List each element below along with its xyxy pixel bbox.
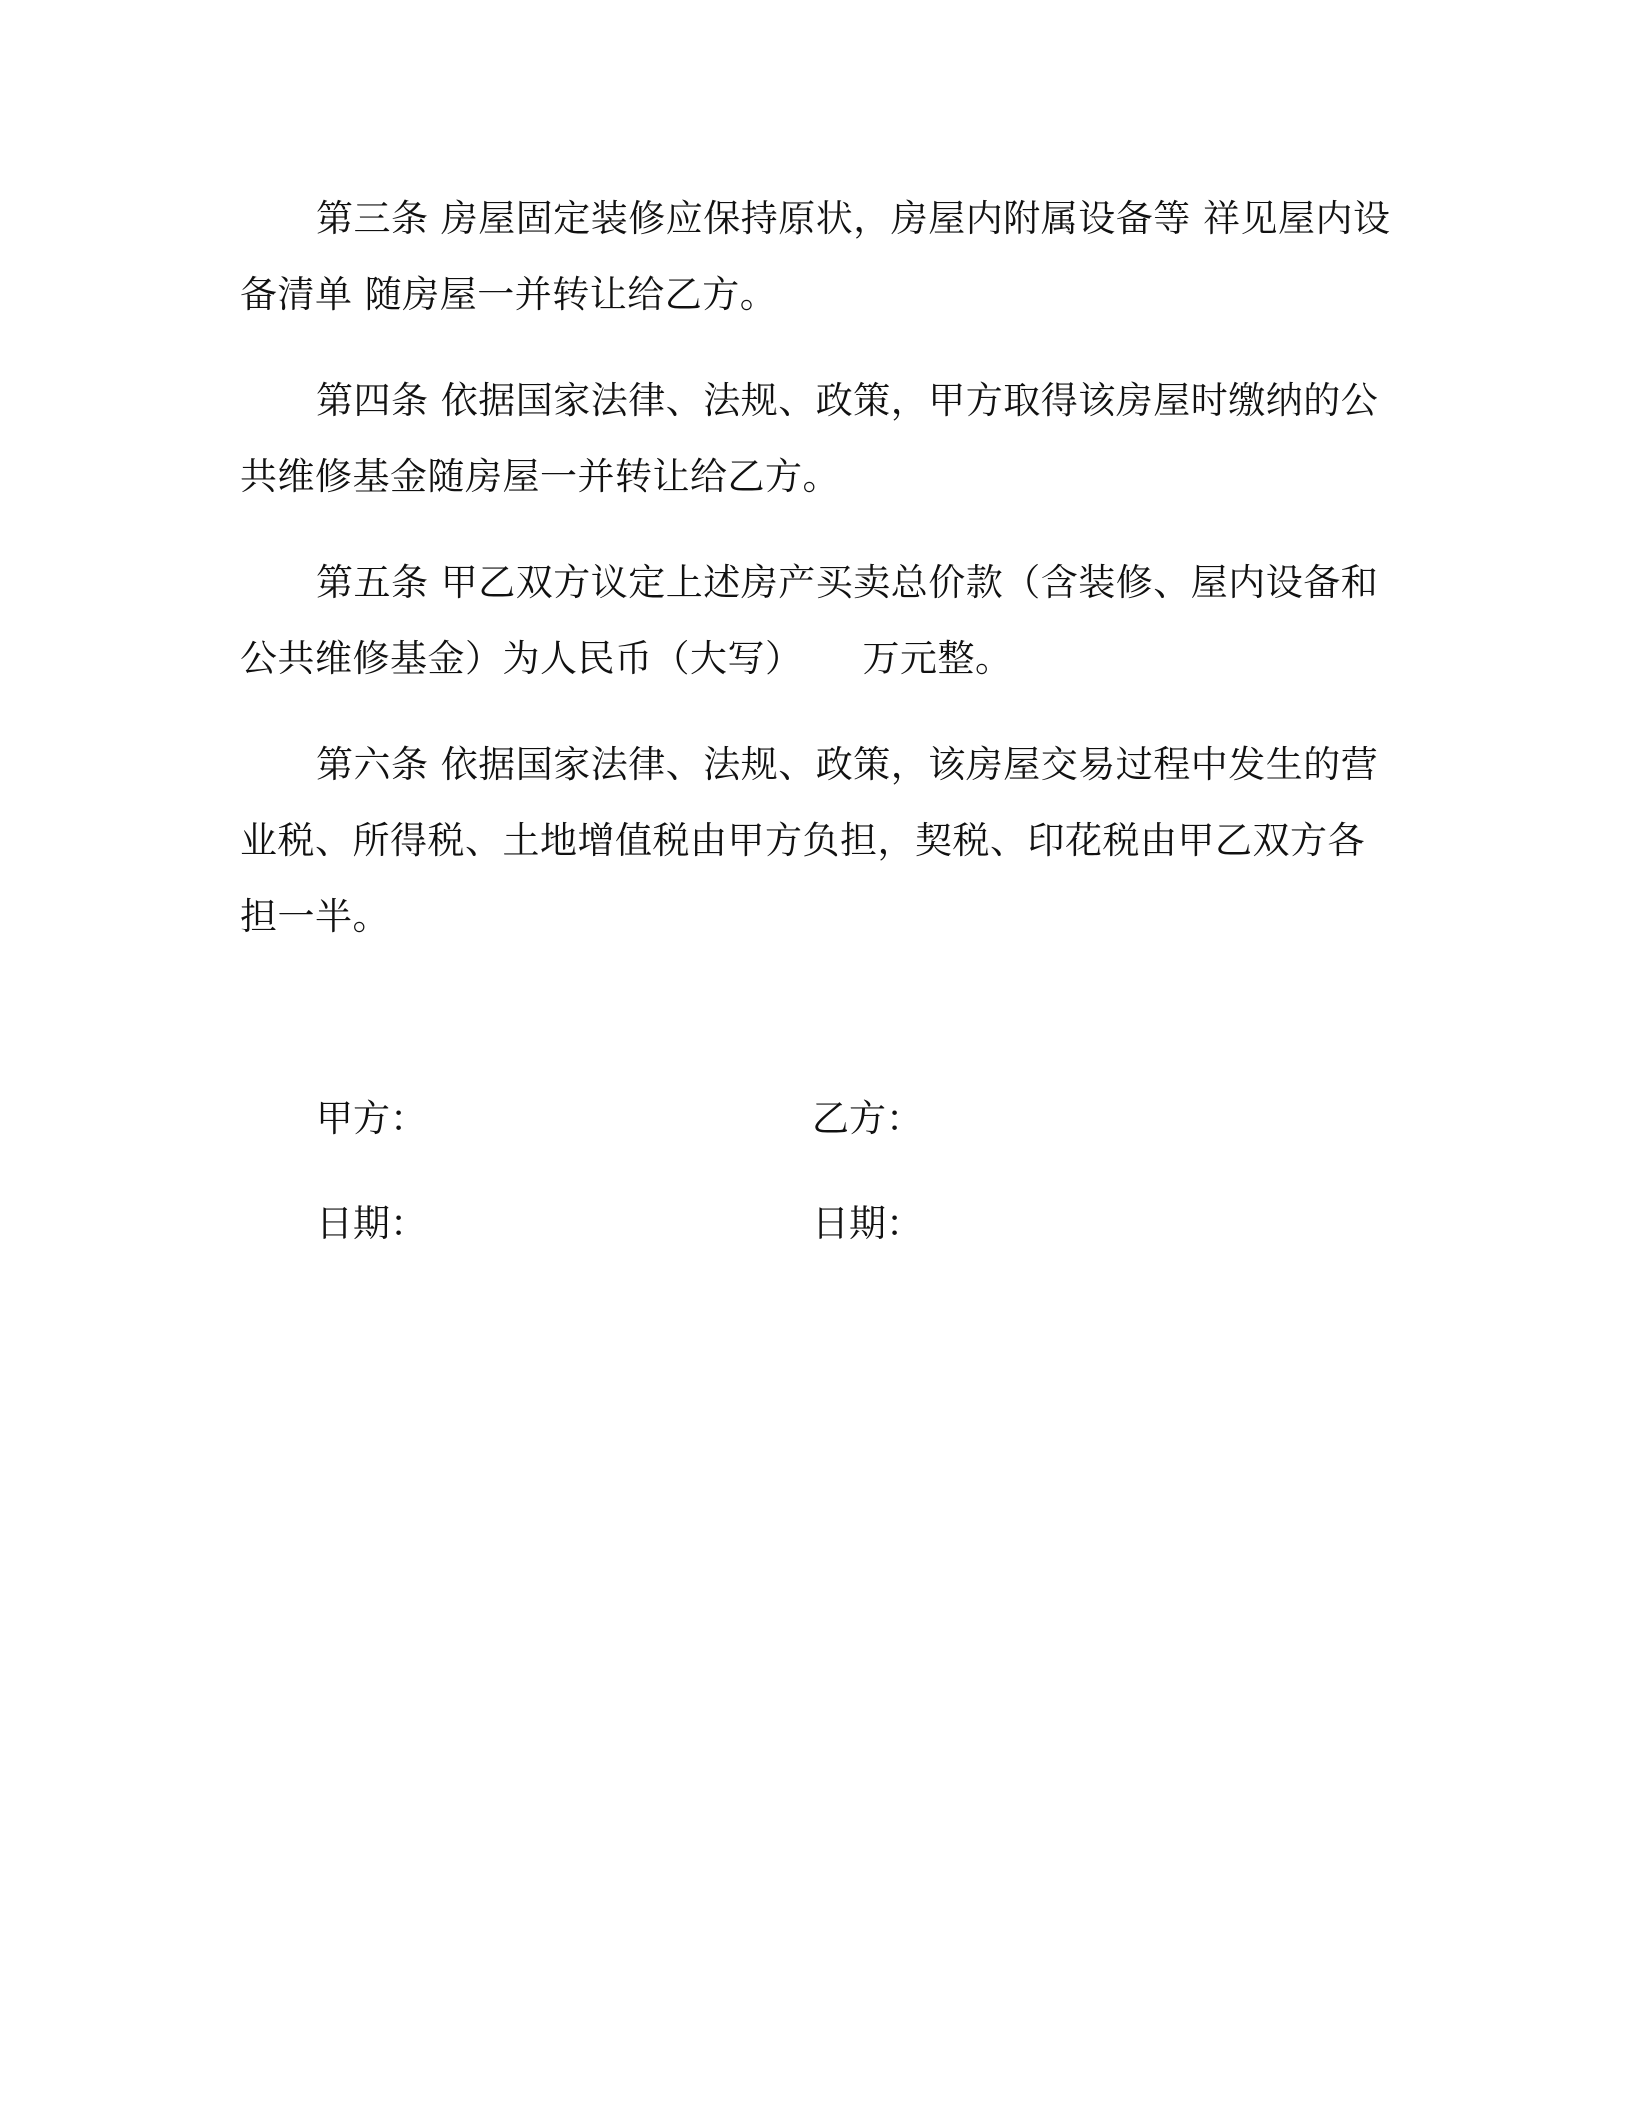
- clause-4-line-1: 第四条 依据国家法律、法规、政策，甲方取得该房屋时缴纳的公: [316, 379, 1379, 422]
- clause-3: [240, 181, 1391, 333]
- party-b-date-label: 日期：: [812, 1202, 923, 1245]
- party-a-date-label: 日期：: [316, 1202, 427, 1245]
- clause-6-line-2: 业税、所得税、土地增值税由甲方负担，契税、印花税由甲乙双方各: [240, 819, 1365, 862]
- clause-4: [240, 363, 1380, 515]
- clause-3-line-1: 第三条 房屋固定装修应保持原状，房屋内附属设备等 祥见屋内设: [316, 197, 1391, 240]
- clause-5-price-suffix: 万元整。: [862, 637, 1013, 680]
- clause-5: [240, 545, 1380, 697]
- clause-5-line-1: 第五条 甲乙双方议定上述房产买卖总价款（含装修、屋内设备和: [316, 561, 1379, 604]
- clause-5-price-prefix: 公共维修基金）为人民币（大写）: [240, 637, 803, 680]
- clause-4-line-2: 共维修基金随房屋一并转让给乙方。: [240, 455, 840, 498]
- party-b-label: 乙方：: [812, 1097, 923, 1140]
- clause-3-line-2: 备清单 随房屋一并转让给乙方。: [240, 273, 778, 316]
- clause-6-line-3: 担一半。: [240, 895, 390, 938]
- clause-6: [240, 727, 1380, 955]
- party-a-label: 甲方：: [316, 1097, 427, 1140]
- clause-5-line-2: [240, 621, 1380, 697]
- clause-6-line-1: 第六条 依据国家法律、法规、政策，该房屋交易过程中发生的营: [316, 743, 1379, 786]
